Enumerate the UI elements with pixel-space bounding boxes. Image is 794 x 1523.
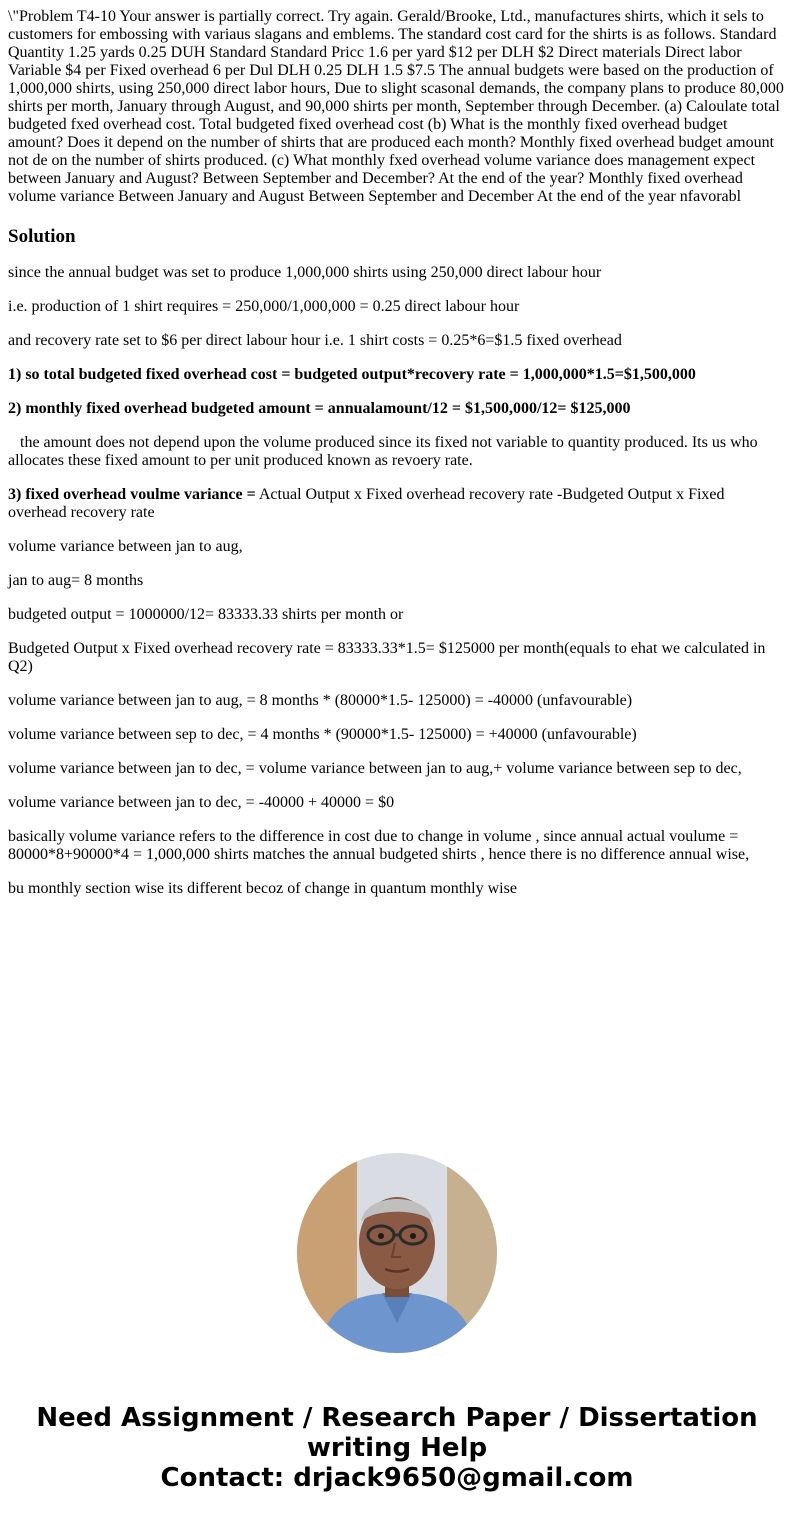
solution-paragraph: jan to aug= 8 months [8,572,144,589]
answer-monthly-budget [8,400,786,418]
answer-3-label: 3) fixed overhead voulme variance = [8,486,256,503]
answer-total-fixed-overhead [8,366,786,384]
promo-contact: Contact: drjack9650@gmail.com [160,1463,634,1493]
answer-2-explanation: the amount does not depend upon the volume produced since its fixed not variable to quantity produced. Its us who allocates these fixed amount to per unit produced known as revoery rate. [8,434,758,469]
solution-paragraph: since the annual budget was set to produce 1,000,000 shirts using 250,000 direct labour hour [8,264,602,281]
promo-banner [0,1403,794,1493]
solution-paragraph: volume variance between jan to aug, [8,538,243,555]
question-text: \"Problem T4-10 Your answer is partially correct. Try again. Gerald/Brooke, Ltd., manufactures shirts, which it sels to customers for embossing with variaus slagans and emblems. The standard cost card for the shirts is as follows. Standard Quantity 1.25 yards 0.25 DUH Standard Standard Pricc 1.6 per yard $12 per DLH $2 Direct materials Direct labor Variable $4 per Fixed overhead 6 per Dul DLH 0.25 DLH 1.5 $7.5 The annual budgets were based on the production of 1,000,000 shirts, using 250,000 direct labor hours, Due to slight scasonal demands, the company plans to produce 80,000 shirts per morth, January through August, and 90,000 shirts per month, September through December. (a) Caloulate total budgeted fxed overhead cost. Total budgeted fixed overhead cost (b) What is the monthly fixed overhead budget amount? Does it depend on the number of shirts that are produced each month? Monthly fixed overhead budget amount not de on the number of shirts produced. (c) What monthly fxed overhead volume variance does management expect between January and August? Between September and December? At the end of the year? Monthly fixed overhead volume variance Between January and August Between September and December At the end of the year nfavorabl [8,8,784,205]
solution-paragraph: i.e. production of 1 shirt requires = 250,000/1,000,000 = 0.25 direct labour hour [8,298,520,315]
solution-paragraph: volume variance between jan to dec, = -40000 + 40000 = $0 [8,794,395,811]
solution-paragraph: volume variance between sep to dec, = 4 months * (90000*1.5- 125000) = +40000 (unfavourable) [8,726,637,743]
solution-paragraph: basically volume variance refers to the difference in cost due to change in volume , since annual actual voulume = 80000*8+90000*4 = 1,000,000 shirts matches the annual budgeted shirts , hence there is no difference annual wise, [8,828,750,863]
promo-line-1: Need Assignment / Research Paper / Dissertation [36,1403,758,1433]
solution-paragraph: budgeted output = 1000000/12= 83333.33 shirts per month or [8,606,404,623]
promo-line-2: writing Help [306,1433,488,1463]
solution-paragraph: volume variance between jan to dec, = volume variance between jan to aug,+ volume variance between sep to dec, [8,760,742,777]
solution-paragraph: volume variance between jan to aug, = 8 months * (80000*1.5- 125000) = -40000 (unfavourable) [8,692,633,709]
answer-volume-variance [8,486,786,522]
solution-heading: Solution [8,226,76,247]
solution-paragraph [8,434,786,470]
solution-paragraph: and recovery rate set to $6 per direct labour hour i.e. 1 shirt costs = 0.25*6=$1.5 fixed overhead [8,332,622,349]
answer-1-text: 1) so total budgeted fixed overhead cost = budgeted output*recovery rate = 1,000,000*1.5=$1,500,000 [8,366,696,383]
solution-paragraph: Budgeted Output x Fixed overhead recovery rate = 83333.33*1.5= $125000 per month(equals to ehat we calculated in Q2) [8,640,766,675]
answer-2-text: 2) monthly fixed overhead budgeted amount = annualamount/12 = $1,500,000/12= $125,000 [8,400,631,417]
solution-paragraph: bu monthly section wise its different becoz of change in quantum monthly wise [8,880,517,897]
answer-3-formula: Actual Output x Fixed overhead recovery rate -Budgeted Output x Fixed overhead recovery rate [8,486,725,521]
author-avatar [297,1153,497,1353]
avatar-portrait-image [297,1153,497,1353]
